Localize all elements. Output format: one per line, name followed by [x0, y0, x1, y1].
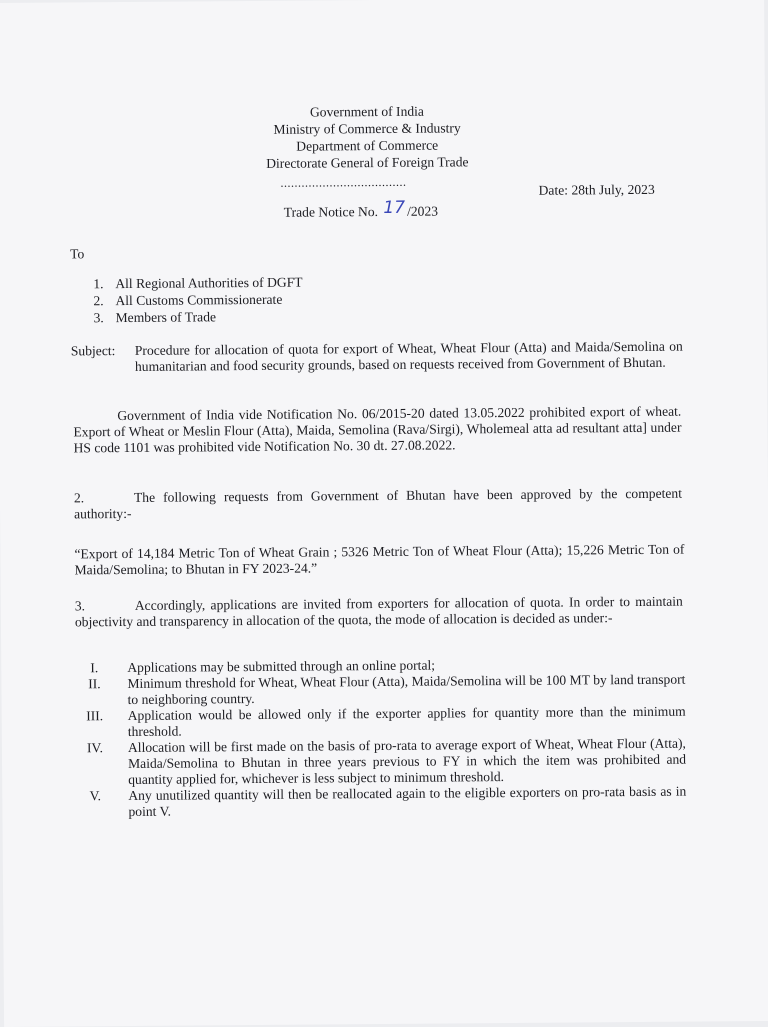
subject-block [70, 338, 683, 374]
header-dotted-rule: .................................... [280, 174, 407, 190]
list-item: II. Minimum threshold for Wheat, Wheat Flour (Atta), Maida/Semolina will be 100 MT by land transport to neighboring country. [88, 671, 686, 707]
subject-text: Procedure for allocation of quota for export of Wheat, Wheat Flour (Atta) and Maida/Semolina on humanitarian and food security grounds, based on requests received from Government of Bhutan. [134, 338, 683, 374]
header-line-directorate: Directorate General of Foreign Trade [266, 154, 469, 171]
notice-date: Date: 28th July, 2023 [538, 181, 655, 198]
list-item: V. Any unutilized quantity will then be reallocated again to the eligible exporters on pro-rata basis as in point V. [89, 783, 687, 819]
list-item: I. Applications may be submitted through an online portal; [90, 657, 436, 676]
quoted-approval: “Export of 14,184 Metric Ton of Wheat Grain ; 5326 Metric Ton of Wheat Flour (Atta); 15,226 Metric Ton of Maida/Semolina; to Bhutan in FY 2023-24.” [74, 541, 685, 578]
paragraph-3: 3. Accordingly, applications are invited from exporters for allocation of quota. In order to maintain objectivity and transparency in allocation of the quota, the mode of allocation is decided as under:- [74, 593, 683, 630]
handwritten-notice-number: 17 [383, 197, 406, 218]
header-line-ministry: Ministry of Commerce & Industry [273, 120, 461, 137]
list-item: 2. All Customs Commissionerate [93, 291, 283, 309]
subject-label: Subject: [70, 343, 116, 359]
paragraph-1: Government of India vide Notification No. 06/2015-20 dated 13.05.2022 prohibited export of wheat. Export of Wheat or Meslin Flour (Atta), Maida, Semolina (Rava/Sirgi), Wholemeal atta ad resultant atta] under HS code 1101 was prohibited vide Notification No. 30 dt. 27.08.2022. [73, 403, 682, 456]
list-item: III. Application would be allowed only if the exporter applies for quantity more than the minimum threshold. [86, 703, 686, 739]
trade-notice-suffix: /2023 [406, 203, 439, 219]
header-line-government: Government of India [309, 103, 425, 120]
letterhead [217, 103, 518, 173]
trade-notice-number [283, 197, 439, 221]
trade-notice-prefix: Trade Notice No. [283, 204, 379, 220]
paragraph-2: 2. The following requests from Government of Bhutan have been approved by the competent authority:- [73, 485, 683, 522]
list-item: 3. Members of Trade [93, 309, 217, 326]
list-item: IV. Allocation will be first made on the basis of pro-rata to average export of Wheat, Wheat Flour (Atta), Maida/Semolina to Bhutan in three years previous to FY in which the item was prohibited and quantity applied for, whichever is less subject to minimum threshold. [86, 735, 687, 787]
recipient-list [93, 275, 303, 328]
header-line-department: Department of Commerce [296, 137, 439, 154]
addressee-label: To [69, 246, 85, 262]
allocation-procedure-list [79, 656, 686, 821]
list-item: 1. All Regional Authorities of DGFT [93, 274, 303, 292]
